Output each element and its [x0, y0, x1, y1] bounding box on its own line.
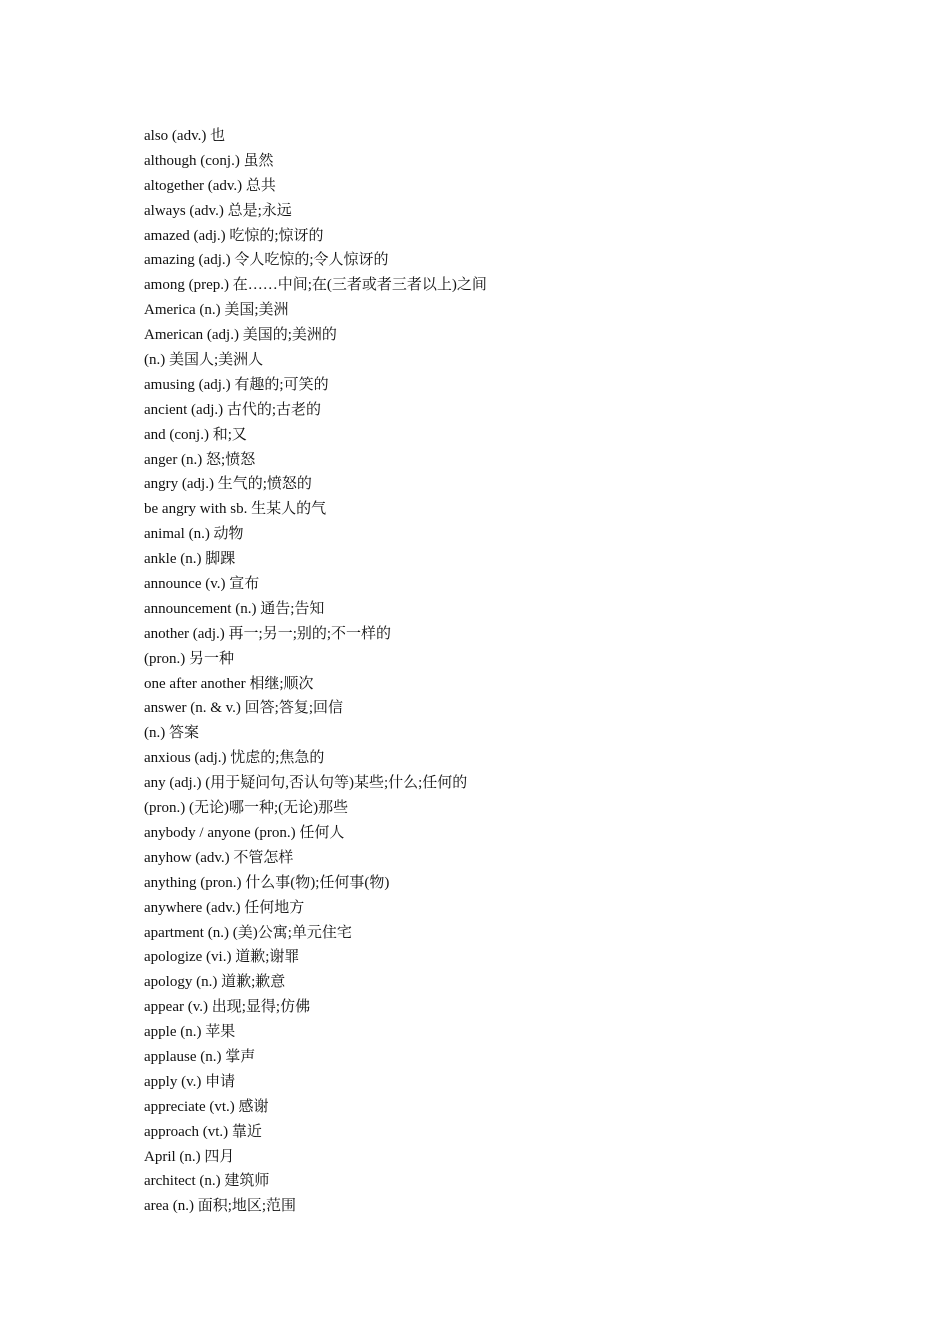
vocabulary-entry: and (conj.) 和;又 [144, 426, 247, 443]
vocabulary-entry: anybody / anyone (pron.) 任何人 [144, 824, 345, 841]
vocabulary-entry: altogether (adv.) 总共 [144, 177, 276, 194]
vocabulary-entry: approach (vt.) 靠近 [144, 1123, 262, 1140]
vocabulary-entry: answer (n. & v.) 回答;答复;回信 [144, 700, 343, 717]
vocabulary-entry: appear (v.) 出现;显得;仿佛 [144, 999, 311, 1016]
vocabulary-entry: appreciate (vt.) 感谢 [144, 1098, 269, 1115]
vocabulary-entry: anyhow (adv.) 不管怎样 [144, 849, 294, 866]
vocabulary-entry: April (n.) 四月 [144, 1148, 235, 1165]
vocabulary-entry: apply (v.) 申请 [144, 1073, 236, 1090]
vocabulary-entry: apologize (vi.) 道歉;谢罪 [144, 949, 300, 966]
vocabulary-list [144, 124, 487, 1219]
vocabulary-entry: anything (pron.) 什么事(物);任何事(物) [144, 874, 390, 891]
vocabulary-entry: area (n.) 面积;地区;范围 [144, 1198, 297, 1215]
vocabulary-entry: apple (n.) 苹果 [144, 1024, 236, 1041]
vocabulary-entry: (n.) 美国人;美洲人 [144, 352, 264, 369]
vocabulary-entry: apartment (n.) (美)公寓;单元住宅 [144, 924, 352, 941]
vocabulary-entry: although (conj.) 虽然 [144, 152, 274, 169]
vocabulary-entry: angry (adj.) 生气的;愤怒的 [144, 476, 312, 493]
vocabulary-entry: one after another 相继;顺次 [144, 675, 314, 692]
vocabulary-entry: announcement (n.) 通告;告知 [144, 600, 325, 617]
vocabulary-entry: animal (n.) 动物 [144, 526, 244, 543]
vocabulary-entry: also (adv.) 也 [144, 128, 226, 144]
vocabulary-entry: among (prep.) 在……中间;在(三者或者三者以上)之间 [144, 277, 487, 294]
vocabulary-entry: (pron.) (无论)哪一种;(无论)那些 [144, 800, 349, 817]
vocabulary-entry: (n.) 答案 [144, 725, 199, 742]
vocabulary-entry: amazing (adj.) 令人吃惊的;令人惊讶的 [144, 252, 389, 269]
vocabulary-entry: (pron.) 另一种 [144, 650, 234, 667]
vocabulary-entry: ancient (adj.) 古代的;古老的 [144, 401, 322, 418]
vocabulary-entry: America (n.) 美国;美洲 [144, 302, 289, 319]
vocabulary-entry: American (adj.) 美国的;美洲的 [144, 327, 337, 344]
vocabulary-entry: architect (n.) 建筑师 [144, 1173, 270, 1190]
vocabulary-entry: apology (n.) 道歉;歉意 [144, 974, 286, 991]
vocabulary-entry: always (adv.) 总是;永远 [144, 202, 292, 219]
vocabulary-entry: ankle (n.) 脚踝 [144, 551, 236, 568]
vocabulary-entry: amazed (adj.) 吃惊的;惊讶的 [144, 227, 324, 244]
vocabulary-entry: any (adj.) (用于疑问句,否认句等)某些;什么;任何的 [144, 775, 468, 792]
vocabulary-entry: applause (n.) 掌声 [144, 1048, 256, 1065]
vocabulary-entry: anywhere (adv.) 任何地方 [144, 899, 305, 916]
vocabulary-entry: amusing (adj.) 有趣的;可笑的 [144, 376, 329, 393]
vocabulary-entry: anxious (adj.) 忧虑的;焦急的 [144, 750, 325, 767]
vocabulary-entry: another (adj.) 再一;另一;别的;不一样的 [144, 625, 392, 642]
vocabulary-entry: anger (n.) 怒;愤怒 [144, 451, 256, 468]
vocabulary-entry: announce (v.) 宣布 [144, 576, 260, 593]
vocabulary-entry: be angry with sb. 生某人的气 [144, 501, 327, 518]
